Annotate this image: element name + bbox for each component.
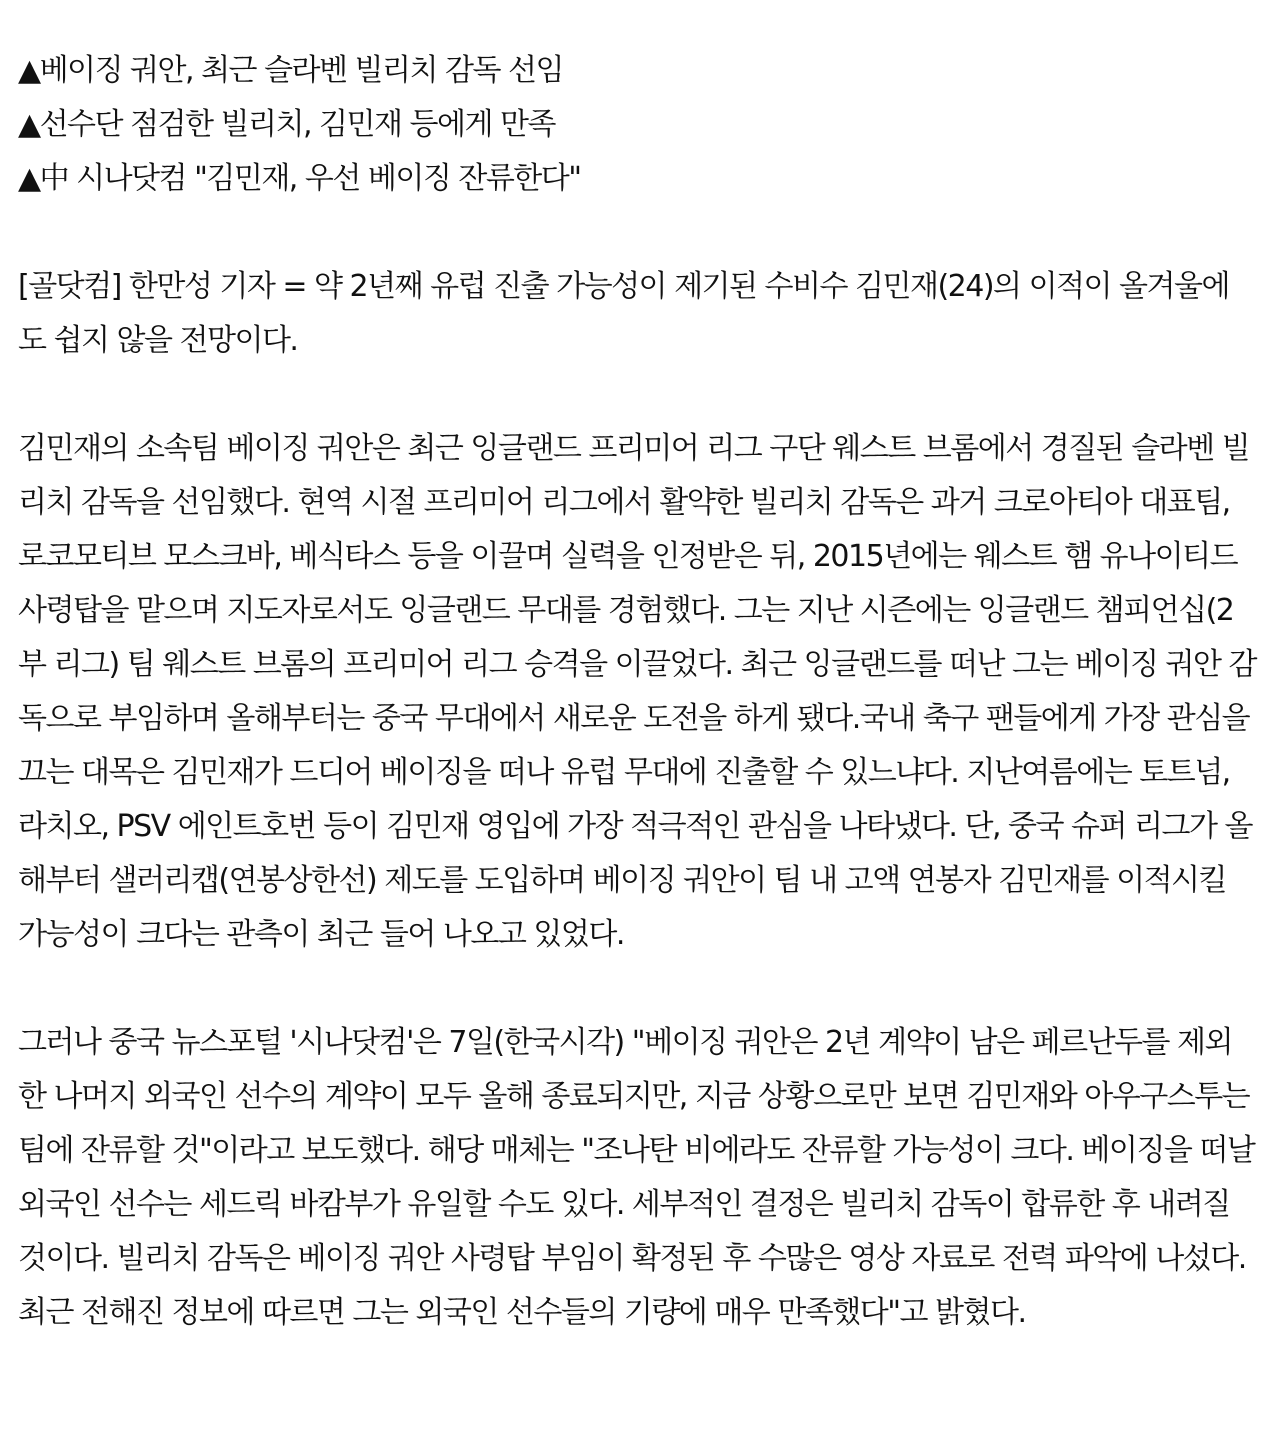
highlight-line: ▲선수단 점검한 빌리치, 김민재 등에게 만족 — [18, 107, 555, 142]
article-paragraph: 그러나 중국 뉴스포털 '시나닷컴'은 7일(한국시각) "베이징 궈안은 2년 계약이 남은 페르난두를 제외한 나머지 외국인 선수의 계약이 모두 올해 종료되지만, 지금 상황으로만 보면 김민재와 아우구스투는 팀에 잔류할 것"이라고 보도했다. 해당 매체는 "조나탄 비에라도 잔류할 가능성이 크다. 베이징을 떠날 외국인 선수는 세드릭 바캄부가 유일할 수도 있다. 세부적인 결정은 빌리치 감독이 합류한 후 내려질 것이다. 빌리치 감독은 베이징 궈안 사령탑 부임이 확정된 후 수많은 영상 자료로 전력 파악에 나섰다. 최근 전해진 정보에 따르면 그는 외국인 선수들의 기량에 매우 만족했다"고 밝혔다. — [18, 1025, 1255, 1330]
highlight-line: ▲中 시나닷컴 "김민재, 우선 베이징 잔류한다" — [18, 161, 581, 196]
article-highlights — [18, 44, 1256, 206]
article-paragraph: 김민재의 소속팀 베이징 궈안은 최근 잉글랜드 프리미어 리그 구단 웨스트 브롬에서 경질된 슬라벤 빌리치 감독을 선임했다. 현역 시절 프리미어 리그에서 활약한 빌리치 감독은 과거 크로아티아 대표팀, 로코모티브 모스크바, 베식타스 등을 이끌며 실력을 인정받은 뒤, 2015년에는 웨스트 햄 유나이티드 사령탑을 맡으며 지도자로서도 잉글랜드 무대를 경험했다. 그는 지난 시즌에는 잉글랜드 챔피언십(2부 리그) 팀 웨스트 브롬의 프리미어 리그 승격을 이끌었다. 최근 잉글랜드를 떠난 그는 베이징 궈안 감독으로 부임하며 올해부터는 중국 무대에서 새로운 도전을 하게 됐다.국내 축구 팬들에게 가장 관심을 끄는 대목은 김민재가 드디어 베이징을 떠나 유럽 무대에 진출할 수 있느냐다. 지난여름에는 토트넘, 라치오, PSV 에인트호번 등이 김민재 영입에 가장 적극적인 관심을 나타냈다. 단, 중국 슈퍼 리그가 올해부터 샐러리캡(연봉상한선) 제도를 도입하며 베이징 궈안이 팀 내 고액 연봉자 김민재를 이적시킬 가능성이 크다는 관측이 최근 들어 나오고 있었다. — [18, 431, 1256, 952]
article-lead-paragraph: [골닷컴] 한만성 기자 = 약 2년째 유럽 진출 가능성이 제기된 수비수 김민재(24)의 이적이 올겨울에도 쉽지 않을 전망이다. — [18, 269, 1229, 358]
highlight-line: ▲베이징 궈안, 최근 슬라벤 빌리치 감독 선임 — [18, 53, 563, 88]
